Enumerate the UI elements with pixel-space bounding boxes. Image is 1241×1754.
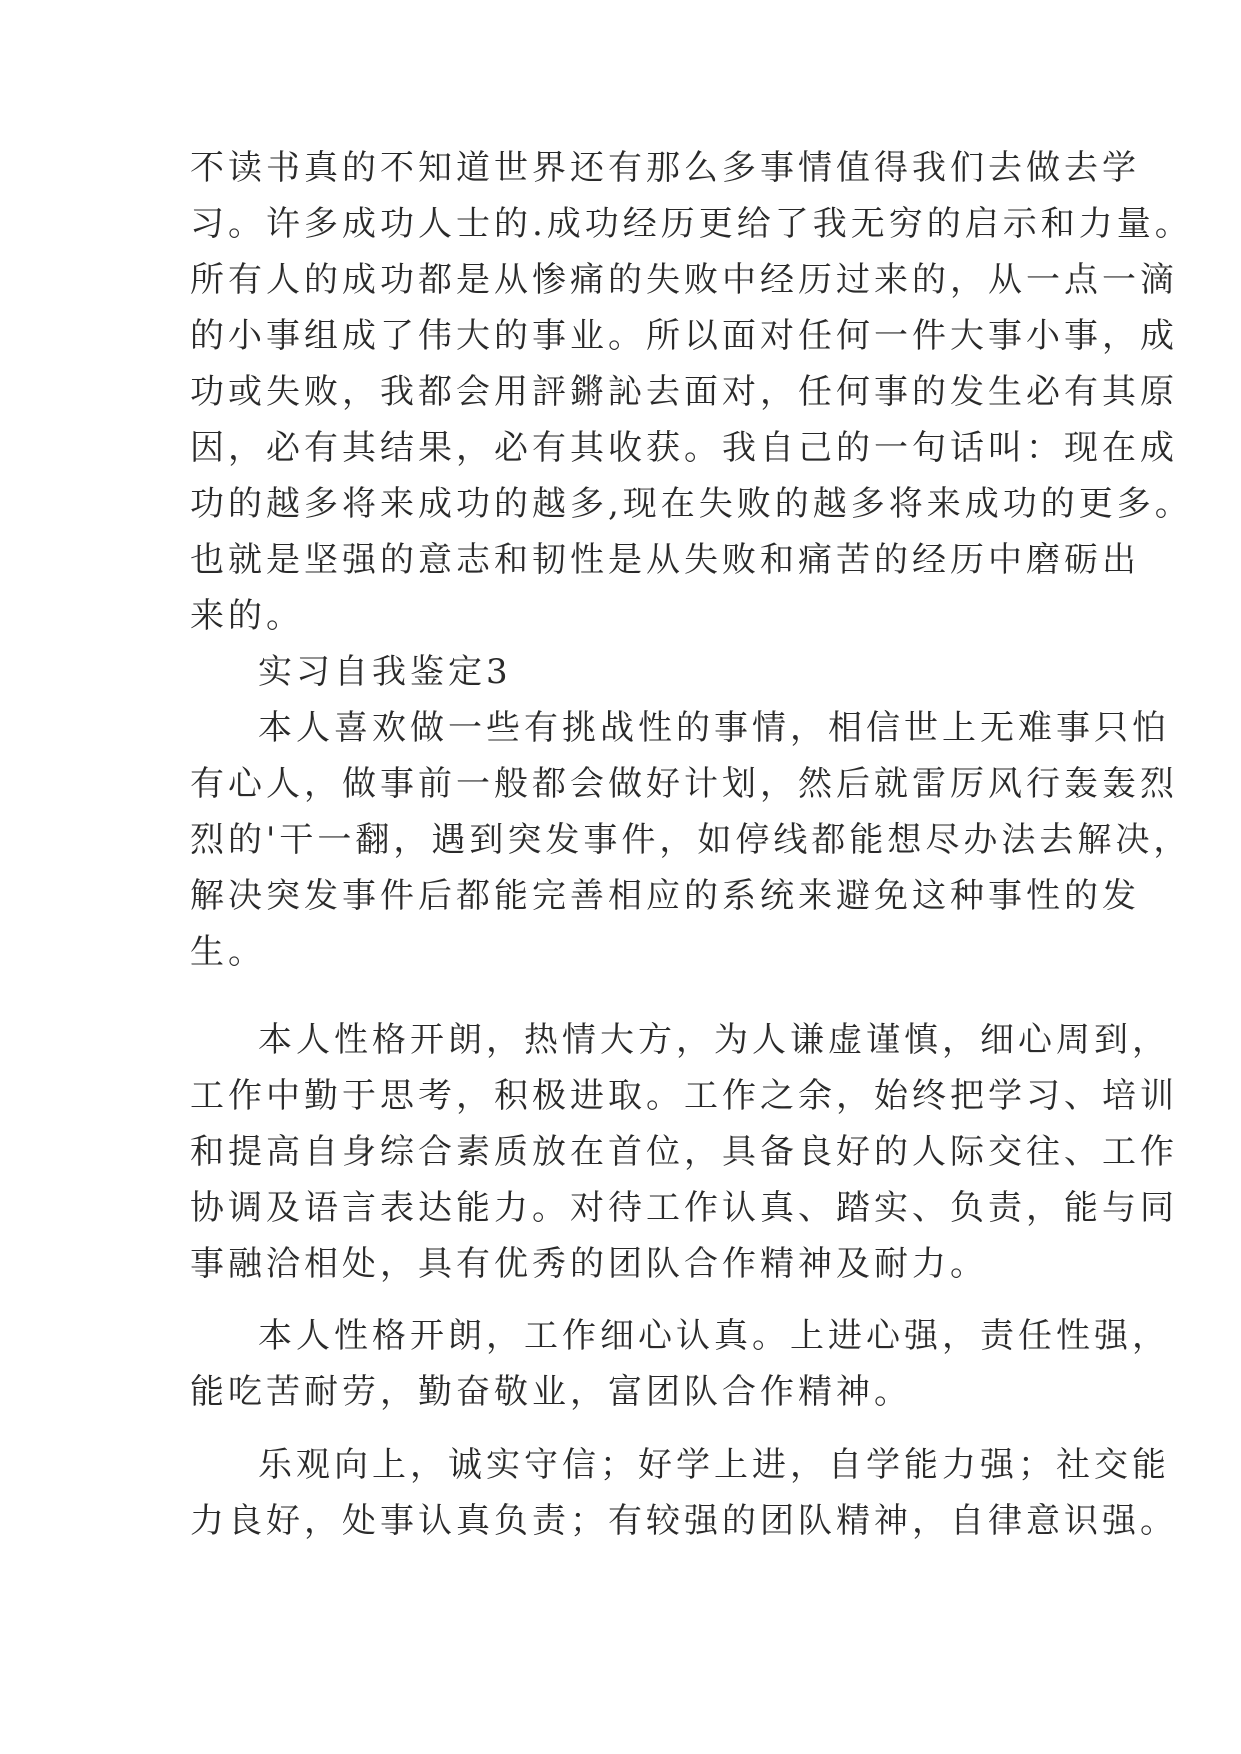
text-line: 本人性格开朗，热情大方，为人谦虚谨慎，细心周到， xyxy=(258,1020,1170,1060)
text-line: 生。 xyxy=(190,932,266,972)
text-line: 事融洽相处，具有优秀的团队合作精神及耐力。 xyxy=(190,1244,988,1284)
text-line: 有心人，做事前一般都会做好计划，然后就雷厉风行轰轰烈 xyxy=(190,764,1178,804)
text-line: 所有人的成功都是从惨痛的失败中经历过来的，从一点一滴 xyxy=(190,260,1178,300)
text-line: 不读书真的不知道世界还有那么多事情值得我们去做去学 xyxy=(190,148,1140,188)
section-heading: 实习自我鉴定3 xyxy=(258,652,512,692)
text-line: 本人喜欢做一些有挑战性的事情，相信世上无难事只怕 xyxy=(258,708,1170,748)
text-line: 功或失败，我都会用評鏘訫去面对，任何事的发生必有其原 xyxy=(190,372,1178,412)
text-line: 也就是坚强的意志和韧性是从失败和痛苦的经历中磨砺出 xyxy=(190,540,1140,580)
text-line: 和提高自身综合素质放在首位，具备良好的人际交往、工作 xyxy=(190,1132,1178,1172)
text-line: 功的越多将来成功的越多,现在失败的越多将来成功的更多。 xyxy=(190,484,1193,524)
text-line: 乐观向上，诚实守信；好学上进，自学能力强；社交能 xyxy=(258,1445,1170,1485)
text-line: 解决突发事件后都能完善相应的系统来避免这种事性的发 xyxy=(190,876,1140,916)
text-line: 本人性格开朗，工作细心认真。上进心强，责任性强， xyxy=(258,1316,1170,1356)
text-line: 烈的'干一翻，遇到突发事件，如停线都能想尽办法去解决， xyxy=(190,820,1192,860)
text-line: 因，必有其结果，必有其收获。我自己的一句话叫：现在成 xyxy=(190,428,1178,468)
text-line: 协调及语言表达能力。对待工作认真、踏实、负责，能与同 xyxy=(190,1188,1178,1228)
text-line: 能吃苦耐劳，勤奋敬业，富团队合作精神。 xyxy=(190,1372,912,1412)
text-line: 的小事组成了伟大的事业。所以面对任何一件大事小事，成 xyxy=(190,316,1178,356)
text-line: 力良好，处事认真负责；有较强的团队精神，自律意识强。 xyxy=(190,1501,1178,1541)
text-line: 习。许多成功人士的.成功经历更给了我无穷的启示和力量。 xyxy=(190,204,1193,244)
text-line: 来的。 xyxy=(190,596,304,636)
text-line: 工作中勤于思考，积极进取。工作之余，始终把学习、培训 xyxy=(190,1076,1178,1116)
